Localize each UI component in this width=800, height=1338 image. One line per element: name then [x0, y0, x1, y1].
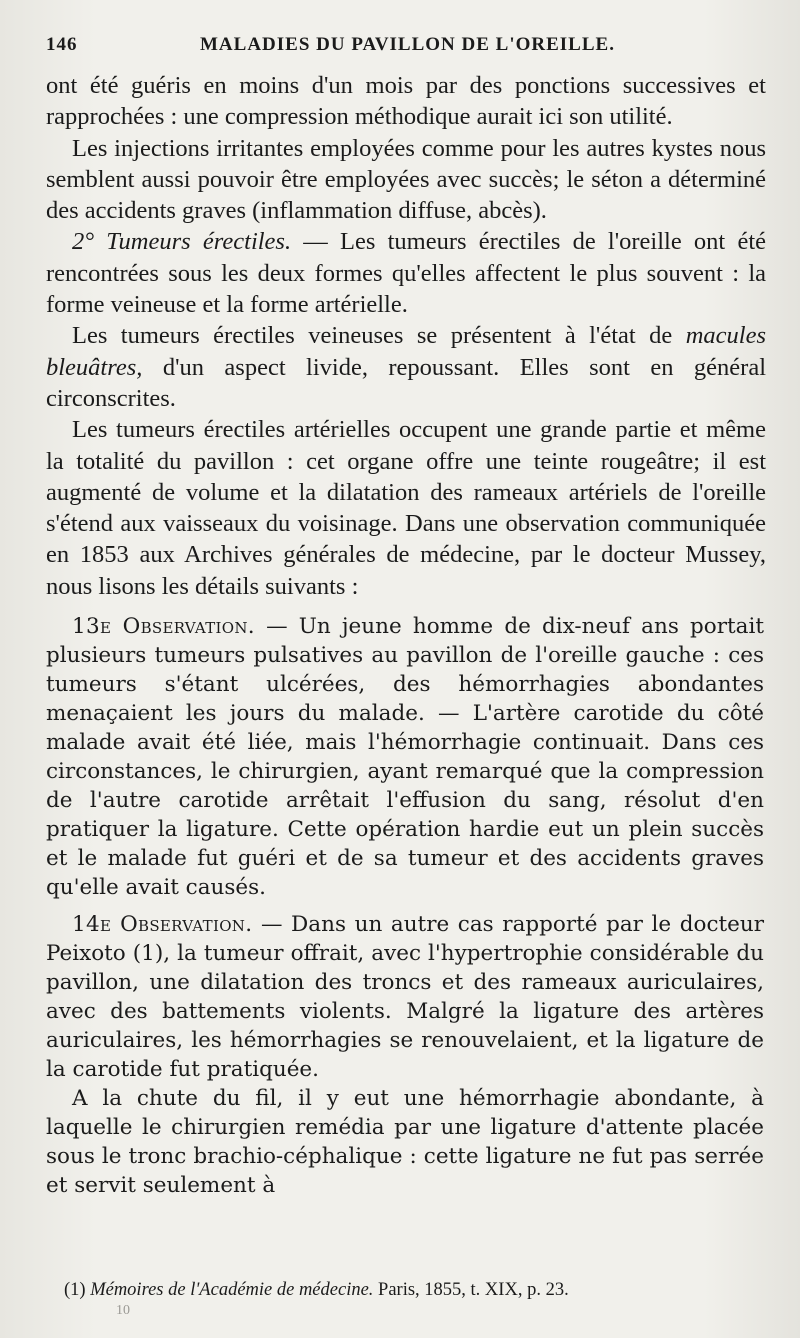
- observation-14: [46, 910, 764, 1200]
- body-text: [46, 70, 766, 602]
- paragraph-4-part-b: d'un aspect livide, repoussant. Elles sont en général circonscrites.: [46, 353, 766, 412]
- running-title: MALADIES DU PAVILLON DE L'OREILLE.: [200, 34, 615, 55]
- footnote-reference: Paris, 1855, t. XIX, p. 23.: [373, 1280, 569, 1300]
- observation-13-paragraph: [46, 612, 764, 902]
- page-number: 146: [46, 34, 78, 55]
- observation-13-title: 13e Observation.: [72, 614, 255, 640]
- observation-13-text: — Un jeune homme de dix-neuf ans portait plusieurs tumeurs pulsatives au pavillon de l'oreille gauche : ces tumeurs s'étant ulcérées, des hémorrhagies abondantes menaçaient les jours du malade. — L'artère carotide du côté malade avait été liée, mais l'hémorrhagie continuait. Dans ces circonstances, le chirurgien, ayant remarqué que la compression de l'autre carotide arrêtait l'effusion du sang, résolut d'en pratiquer la ligature. Cette opération hardie eut un plein succès et le malade fut guéri et de sa tumeur et des accidents graves qu'elle avait causés.: [46, 614, 764, 901]
- observation-14-title: 14e Observation.: [72, 912, 253, 938]
- observation-13: [46, 612, 764, 902]
- paragraph-4-part-a: Les tumeurs érectiles veineuses se présentent à l'état de: [72, 322, 686, 350]
- page-header: [46, 34, 762, 62]
- paragraph-4-emphasis: macules bleuâtres,: [46, 322, 766, 381]
- section-dash: —: [291, 228, 341, 256]
- paragraph-3: [46, 226, 766, 320]
- footnote-marker: (1): [64, 1280, 91, 1300]
- section-heading-erectile-tumours: 2° Tumeurs érectiles.: [72, 228, 292, 256]
- paragraph-2: Les injections irritantes employées comme pour les autres kystes nous semblent aussi pouvoir être employées avec succès; le séton a déterminé des accidents graves (inflammation diffuse, abcès).: [46, 134, 766, 225]
- observation-14-paragraph: [46, 910, 764, 1084]
- printer-signature: 10: [116, 1303, 130, 1318]
- paragraph-4: [46, 320, 766, 414]
- footnote-source: Mémoires de l'Académie de médecine.: [90, 1280, 374, 1300]
- observation-14-continuation: A la chute du fil, il y eut une hémorrhagie abondante, à laquelle le chirurgien remédia par une ligature d'attente placée sous le tronc brachio-céphalique : cette ligature ne fut pas serrée et servit seulement à: [46, 1086, 764, 1199]
- paragraph-1: ont été guéris en moins d'un mois par des ponctions successives et rapprochées : une compression méthodique aurait ici son utilité.: [46, 72, 766, 131]
- footnote: [64, 1277, 744, 1303]
- paragraph-3-text: Les tumeurs érectiles de l'oreille ont été rencontrées sous les deux formes qu'elles affectent le plus souvent : la forme veineuse et la forme artérielle.: [46, 228, 767, 319]
- paragraph-5: Les tumeurs érectiles artérielles occupent une grande partie et même la totalité du pavillon : cet organe offre une teinte rougeâtre; il est augmenté de volume et la dilatation des rameaux artériels de l'oreille s'étend aux vaisseaux du voisinage. Dans une observation communiquée en 1853 aux Archives générales de médecine, par le docteur Mussey, nous lisons les détails suivants :: [46, 416, 766, 600]
- observation-14-text: — Dans un autre cas rapporté par le docteur Peixoto (1), la tumeur offrait, avec l'hypertrophie considérable du pavillon, une dilatation des troncs et des rameaux auriculaires, avec des battements violents. Malgré la ligature des artères auriculaires, les hémorrhagies se renouvelaient, et la ligature de la carotide fut pratiquée.: [46, 912, 764, 1083]
